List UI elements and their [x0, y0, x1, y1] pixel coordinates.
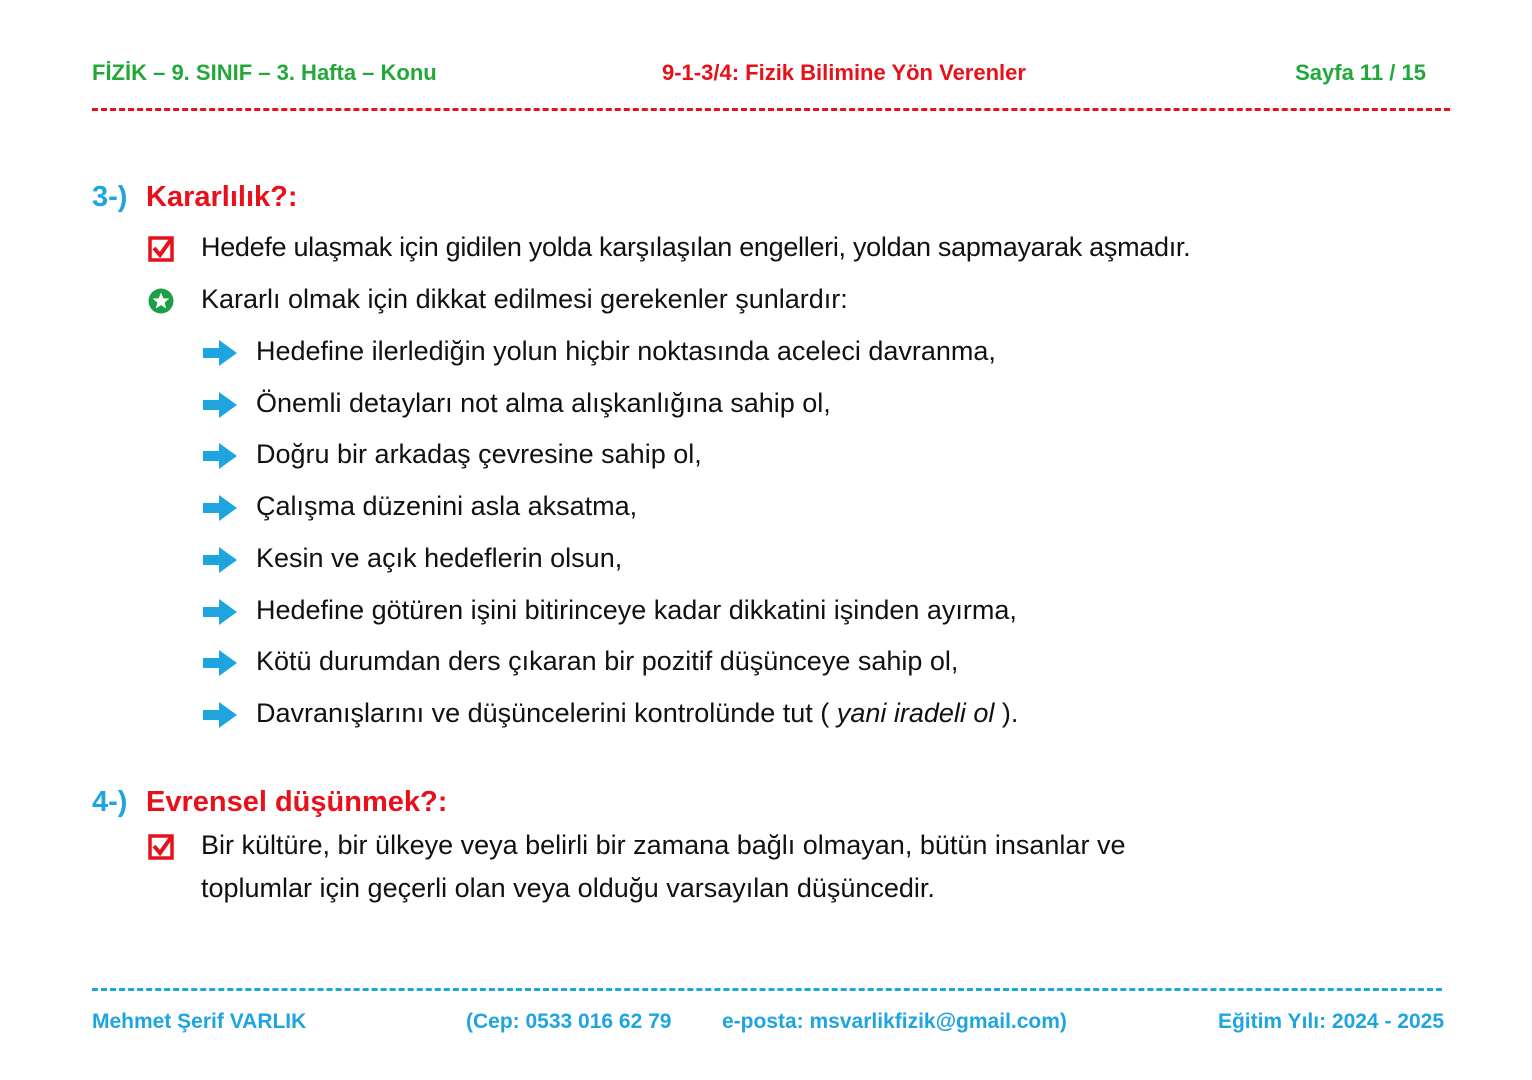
- section-4-number: 4-): [92, 786, 128, 818]
- arrow-right-icon: [203, 443, 237, 469]
- bullet-item: Hedefine ilerlediğin yolun hiçbir noktasında aceleci davranma,: [256, 336, 996, 366]
- arrow-right-icon: [203, 702, 237, 728]
- section-3-number: 3-): [92, 181, 128, 213]
- bullet-item: Hedefine götüren işini bitirinceye kadar dikkatini işinden ayırma,: [256, 594, 1017, 625]
- header-topic: 9-1-3/4: Fizik Bilimine Yön Verenler: [662, 60, 1026, 85]
- arrow-right-icon: [203, 599, 237, 625]
- section-3-definition: Hedefe ulaşmak için gidilen yolda karşılaşılan engelleri, yoldan sapmayarak aşmadır.: [201, 232, 1191, 262]
- section-4-title: Evrensel düşünmek?:: [146, 786, 448, 818]
- arrow-right-icon: [203, 495, 237, 521]
- checkbox-checked-icon: [148, 834, 174, 860]
- footer-divider: [92, 988, 1442, 991]
- bullet-item: Davranışlarını ve düşüncelerini kontrolünde tut ( yani iradeli ol ).: [256, 698, 1019, 728]
- footer-phone: (Cep: 0533 016 62 79: [466, 1010, 672, 1033]
- footer-academic-year: Eğitim Yılı: 2024 - 2025: [1217, 1010, 1444, 1033]
- arrow-right-icon: [203, 340, 237, 366]
- section-4-definition-line2: toplumlar için geçerli olan veya olduğu varsayılan düşüncedir.: [201, 873, 935, 903]
- header-course: FİZİK – 9. SINIF – 3. Hafta – Konu: [92, 60, 437, 85]
- header-divider: [92, 108, 1450, 111]
- arrow-right-icon: [203, 547, 237, 573]
- bullet-item: Çalışma düzenini asla aksatma,: [256, 491, 638, 522]
- section-4-definition-line1: Bir kültüre, bir ülkeye veya belirli bir zamana bağlı olmayan, bütün insanlar ve: [201, 830, 1126, 860]
- bullet-item: Doğru bir arkadaş çevresine sahip ol,: [256, 439, 702, 470]
- section-3-title: Kararlılık?:: [146, 181, 298, 213]
- checkbox-checked-icon: [148, 236, 174, 262]
- arrow-right-icon: [203, 392, 237, 418]
- arrow-right-icon: [203, 650, 237, 676]
- bullet-item: Kötü durumdan ders çıkaran bir pozitif düşünceye sahip ol,: [256, 646, 959, 677]
- star-circle-icon: [148, 288, 174, 314]
- bullet-item: Önemli detayları not alma alışkanlığına sahip ol,: [256, 387, 831, 418]
- header-page-number: Sayfa 11 / 15: [1295, 60, 1426, 85]
- footer-author: Mehmet Şerif VARLIK: [92, 1010, 307, 1033]
- bullet-item: Kesin ve açık hedeflerin olsun,: [256, 542, 623, 573]
- footer-email: e-posta: msvarlikfizik@gmail.com): [722, 1010, 1067, 1033]
- section-3-star-item: Kararlı olmak için dikkat edilmesi gerekenler şunlardır:: [201, 284, 848, 314]
